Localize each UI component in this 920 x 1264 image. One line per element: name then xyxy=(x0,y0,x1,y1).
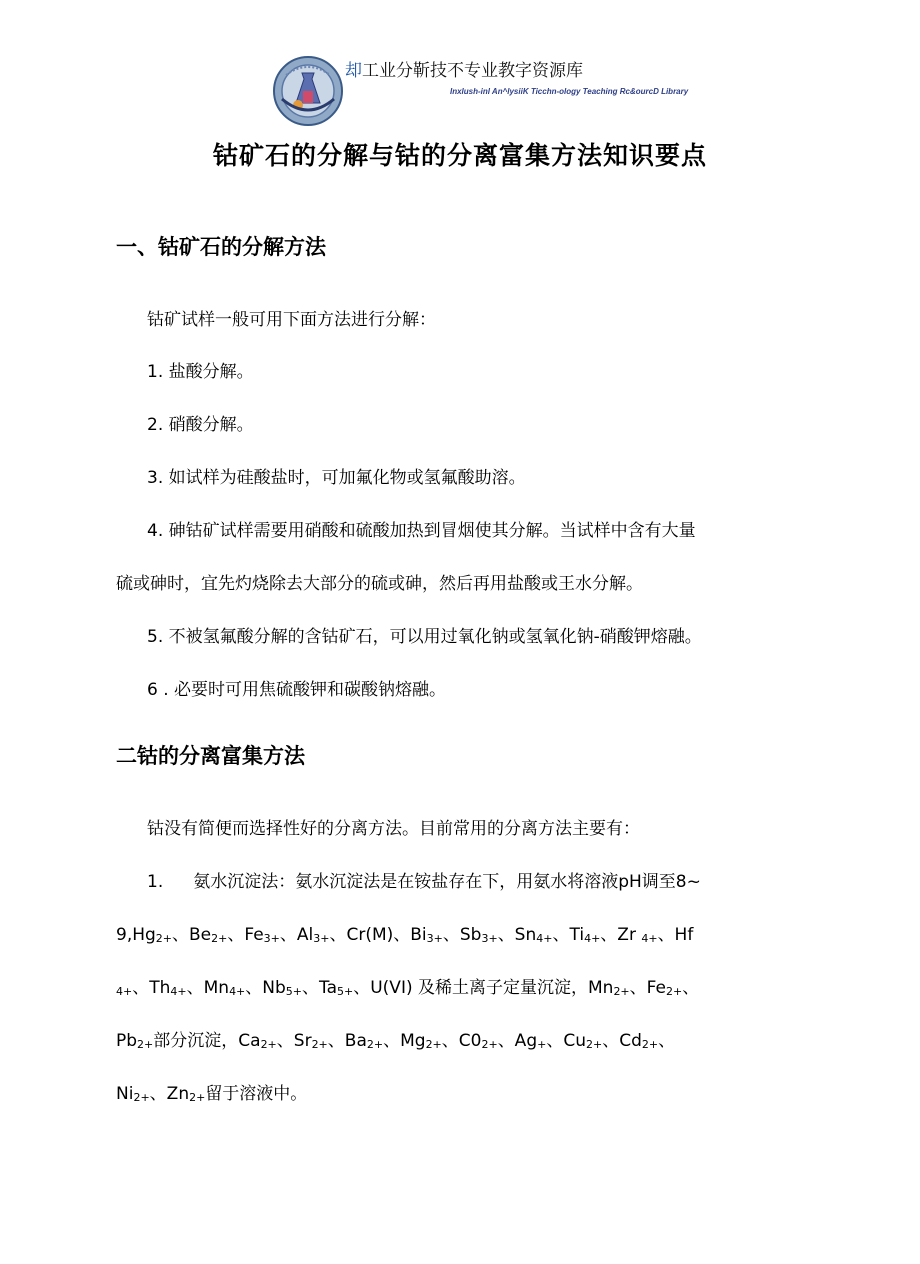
ion-text: 、Fe xyxy=(629,978,666,998)
section1-heading: 一、钴矿石的分解方法 xyxy=(116,235,326,259)
ion-text: 、Mn xyxy=(186,978,230,998)
ion-text: 、Ba xyxy=(327,1031,367,1051)
section1-intro: 钴矿试样一般可用下面方法进行分解： xyxy=(147,310,436,330)
ion-line-2 xyxy=(116,975,699,1001)
ion-text: Ni xyxy=(116,1084,134,1104)
ion-text: 、Mg xyxy=(383,1031,426,1051)
ion-charge: 2+ xyxy=(311,1038,328,1051)
section1-item-5: 5. 不被氢氟酸分解的含钴矿石，可以用过氧化钠或氢氧化钠-硝酸钾熔融。 xyxy=(147,627,702,647)
ion-charge: 3+ xyxy=(263,932,280,945)
library-name: 工业分靳技不专业教字资源库 xyxy=(362,61,583,81)
ion-text: 、Cr(M)、Bi xyxy=(329,925,427,945)
library-prefix: 却 xyxy=(345,61,362,81)
document-title: 钴矿石的分解与钴的分离富集方法知识要点 xyxy=(212,141,707,170)
ion-text: 、C0 xyxy=(441,1031,482,1051)
ion-charge: 2+ xyxy=(641,1038,659,1051)
ion-charge: 2+ xyxy=(211,932,228,945)
ion-text: 、Sn xyxy=(497,925,537,945)
ion-charge: 2+ xyxy=(613,985,630,998)
ion-text: 、Sr xyxy=(276,1031,312,1051)
ion-text: 9,Hg xyxy=(116,925,156,945)
section1-item-4: 4. 砷钴矿试样需要用硝酸和硫酸加热到冒烟使其分解。当试样中含有大量 xyxy=(147,521,696,541)
section1-item-2: 2. 硝酸分解。 xyxy=(147,415,254,435)
ion-text: 、Al xyxy=(279,925,314,945)
ion-text: 、Ag xyxy=(497,1031,538,1051)
ion-line-1 xyxy=(116,922,693,948)
ion-text: 、Nb xyxy=(245,978,286,998)
ion-charge: + xyxy=(537,1038,547,1051)
ion-text: 、Ta xyxy=(302,978,338,998)
ion-charge: 3+ xyxy=(481,932,498,945)
ion-text: 、Ti xyxy=(552,925,585,945)
ion-text: 留于溶液中。 xyxy=(205,1084,308,1104)
ion-charge: 4+ xyxy=(116,985,133,998)
ion-charge: 2+ xyxy=(366,1038,384,1051)
ion-line-4 xyxy=(116,1081,307,1107)
ion-charge: 2+ xyxy=(133,1091,150,1104)
ion-text: 、Cd xyxy=(602,1031,642,1051)
library-name-cn xyxy=(345,60,583,82)
ion-charge: 3+ xyxy=(313,932,330,945)
library-header xyxy=(272,55,732,127)
ion-charge: 4+ xyxy=(170,985,187,998)
ion-charge: 5+ xyxy=(337,985,354,998)
item-text: 氨水沉淀法：氨水沉淀法是在铵盐存在下，用氨水将溶液pH调至8~ xyxy=(193,872,701,892)
ion-text: 、 xyxy=(682,978,700,998)
item-number: 1. xyxy=(147,872,164,892)
section1-item-1: 1. 盐酸分解。 xyxy=(147,362,254,382)
ion-charge: 2+ xyxy=(189,1091,206,1104)
ion-charge: 4+ xyxy=(641,932,658,945)
ion-charge: 4+ xyxy=(536,932,553,945)
ion-text: 部分沉淀，Ca xyxy=(153,1031,261,1051)
ion-charge: 2+ xyxy=(137,1038,154,1051)
section2-intro: 钴没有简便而选择性好的分离方法。目前常用的分离方法主要有： xyxy=(147,819,640,839)
ion-charge: 2+ xyxy=(481,1038,498,1051)
ion-text: Pb xyxy=(116,1031,138,1051)
ion-charge: 4+ xyxy=(229,985,246,998)
ion-text: 、Zr xyxy=(600,925,642,945)
ion-text: 、Cu xyxy=(546,1031,586,1051)
ion-charge: 2+ xyxy=(425,1038,442,1051)
ion-charge: 3+ xyxy=(426,932,443,945)
ion-text: 、U(VI) 及稀土离子定量沉淀，Mn xyxy=(353,978,614,998)
ion-charge: 2+ xyxy=(665,985,683,998)
section2-item-1 xyxy=(147,869,701,895)
section1-item-6: 6 . 必要时可用焦硫酸钾和碳酸钠熔融。 xyxy=(147,680,447,700)
ion-charge: 2+ xyxy=(260,1038,277,1051)
ion-text: 、Hf xyxy=(657,925,694,945)
ion-text: 、 xyxy=(658,1031,676,1051)
section2-heading: 二钴的分离富集方法 xyxy=(116,744,305,768)
library-emblem-icon xyxy=(272,55,344,127)
ion-line-3 xyxy=(116,1028,675,1054)
ion-text: 、Fe xyxy=(227,925,264,945)
library-name-en: Inxlush-inl An^lysiiK Ticchn-ology Teaching Rc&ourcD Library xyxy=(450,87,689,96)
section1-item-4-cont: 硫或砷时，宜先灼烧除去大部分的硫或砷，然后再用盐酸或王水分解。 xyxy=(116,574,643,594)
ion-text: 、Th xyxy=(132,978,171,998)
ion-text: 、Sb xyxy=(442,925,482,945)
ion-text: 、Zn xyxy=(149,1084,190,1104)
ion-charge: 5+ xyxy=(285,985,303,998)
ion-charge: 2+ xyxy=(585,1038,603,1051)
ion-charge: 2+ xyxy=(155,932,173,945)
ion-text: 、Be xyxy=(172,925,212,945)
section1-item-3: 3. 如试样为硅酸盐时，可加氟化物或氢氟酸助溶。 xyxy=(147,468,526,488)
ion-charge: 4+ xyxy=(584,932,601,945)
